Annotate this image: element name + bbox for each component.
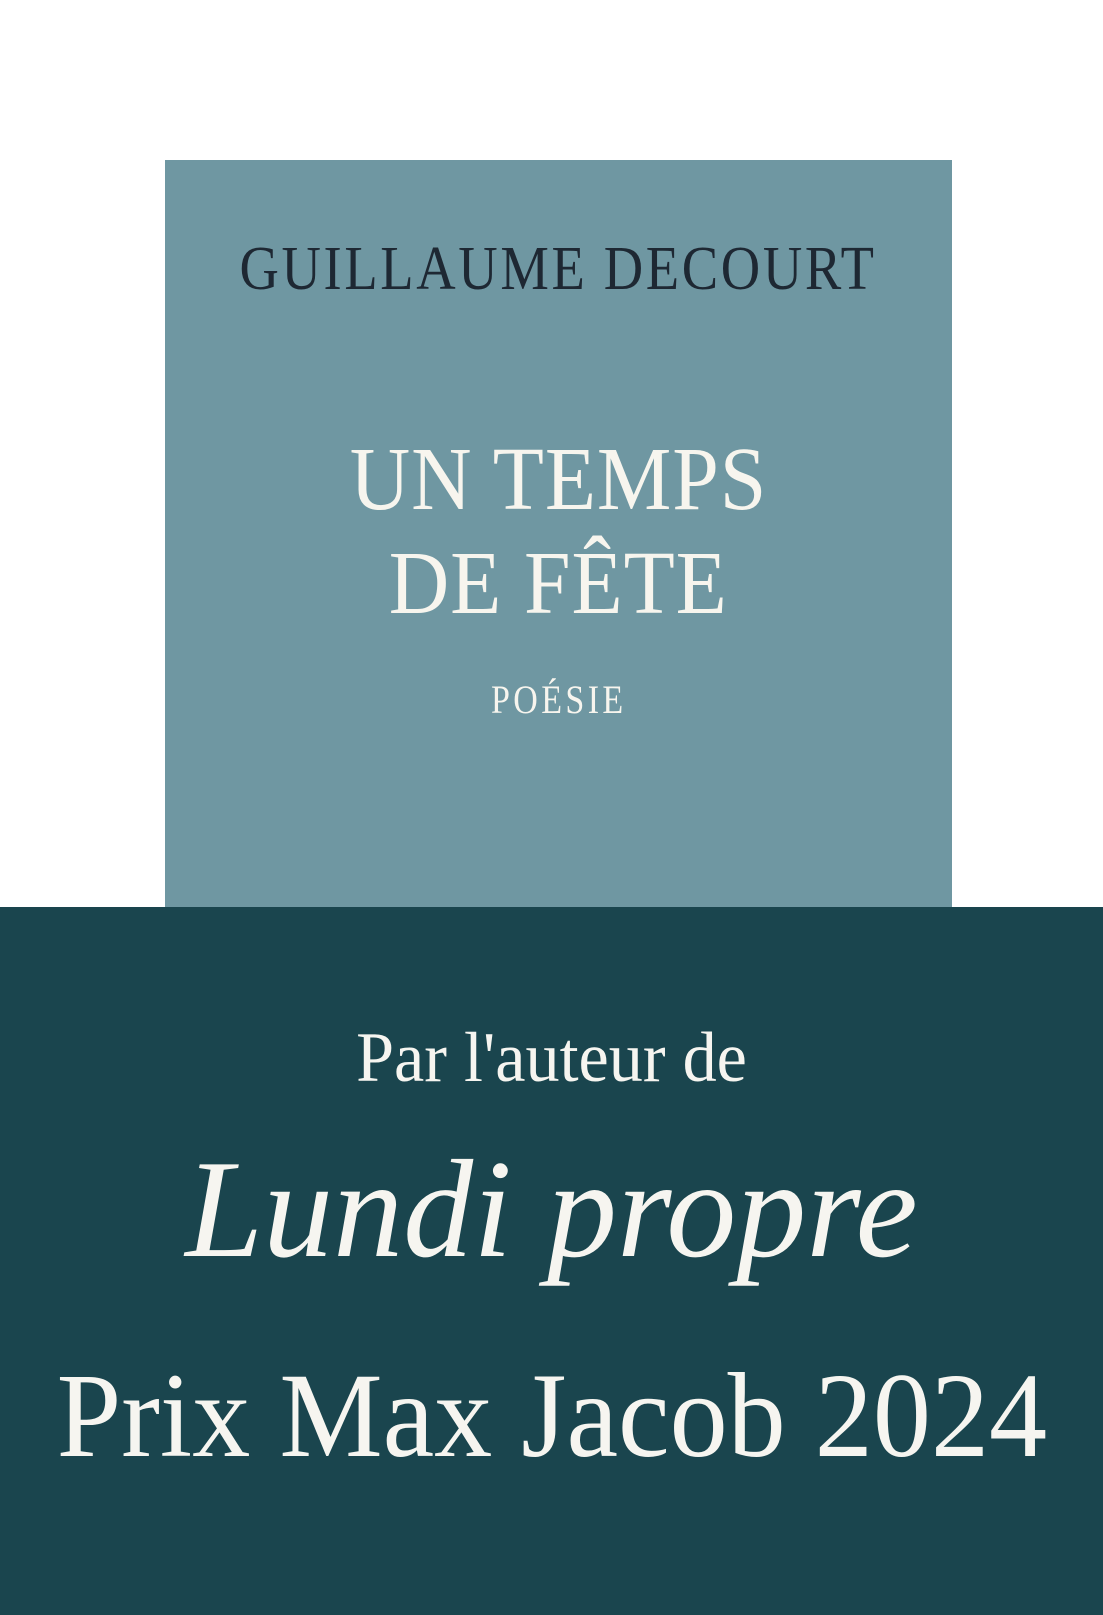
- banner-book-title-line: [0, 1132, 1103, 1287]
- cover-author-name: GUILLAUME DECOURT: [239, 235, 878, 303]
- cover-genre-line: [165, 677, 952, 722]
- cover-author-line: [165, 235, 952, 303]
- banner-award-text: Prix Max Jacob 2024: [56, 1349, 1047, 1483]
- banner-book-title-text: Lundi propre: [185, 1132, 918, 1287]
- banner-award-line: [0, 1349, 1103, 1483]
- book-cover: [165, 160, 952, 907]
- cover-title-line2: [165, 532, 952, 636]
- promo-banner: [0, 907, 1103, 1615]
- cover-title: [165, 428, 952, 636]
- banner-intro-text: Par l'auteur de: [356, 1019, 747, 1097]
- cover-title-line1-text: UN TEMPS: [349, 430, 768, 529]
- cover-genre-label: POÉSIE: [490, 677, 627, 722]
- cover-title-line2-text: DE FÊTE: [389, 534, 728, 633]
- banner-intro-line: [0, 1019, 1103, 1097]
- cover-title-line1: [165, 428, 952, 532]
